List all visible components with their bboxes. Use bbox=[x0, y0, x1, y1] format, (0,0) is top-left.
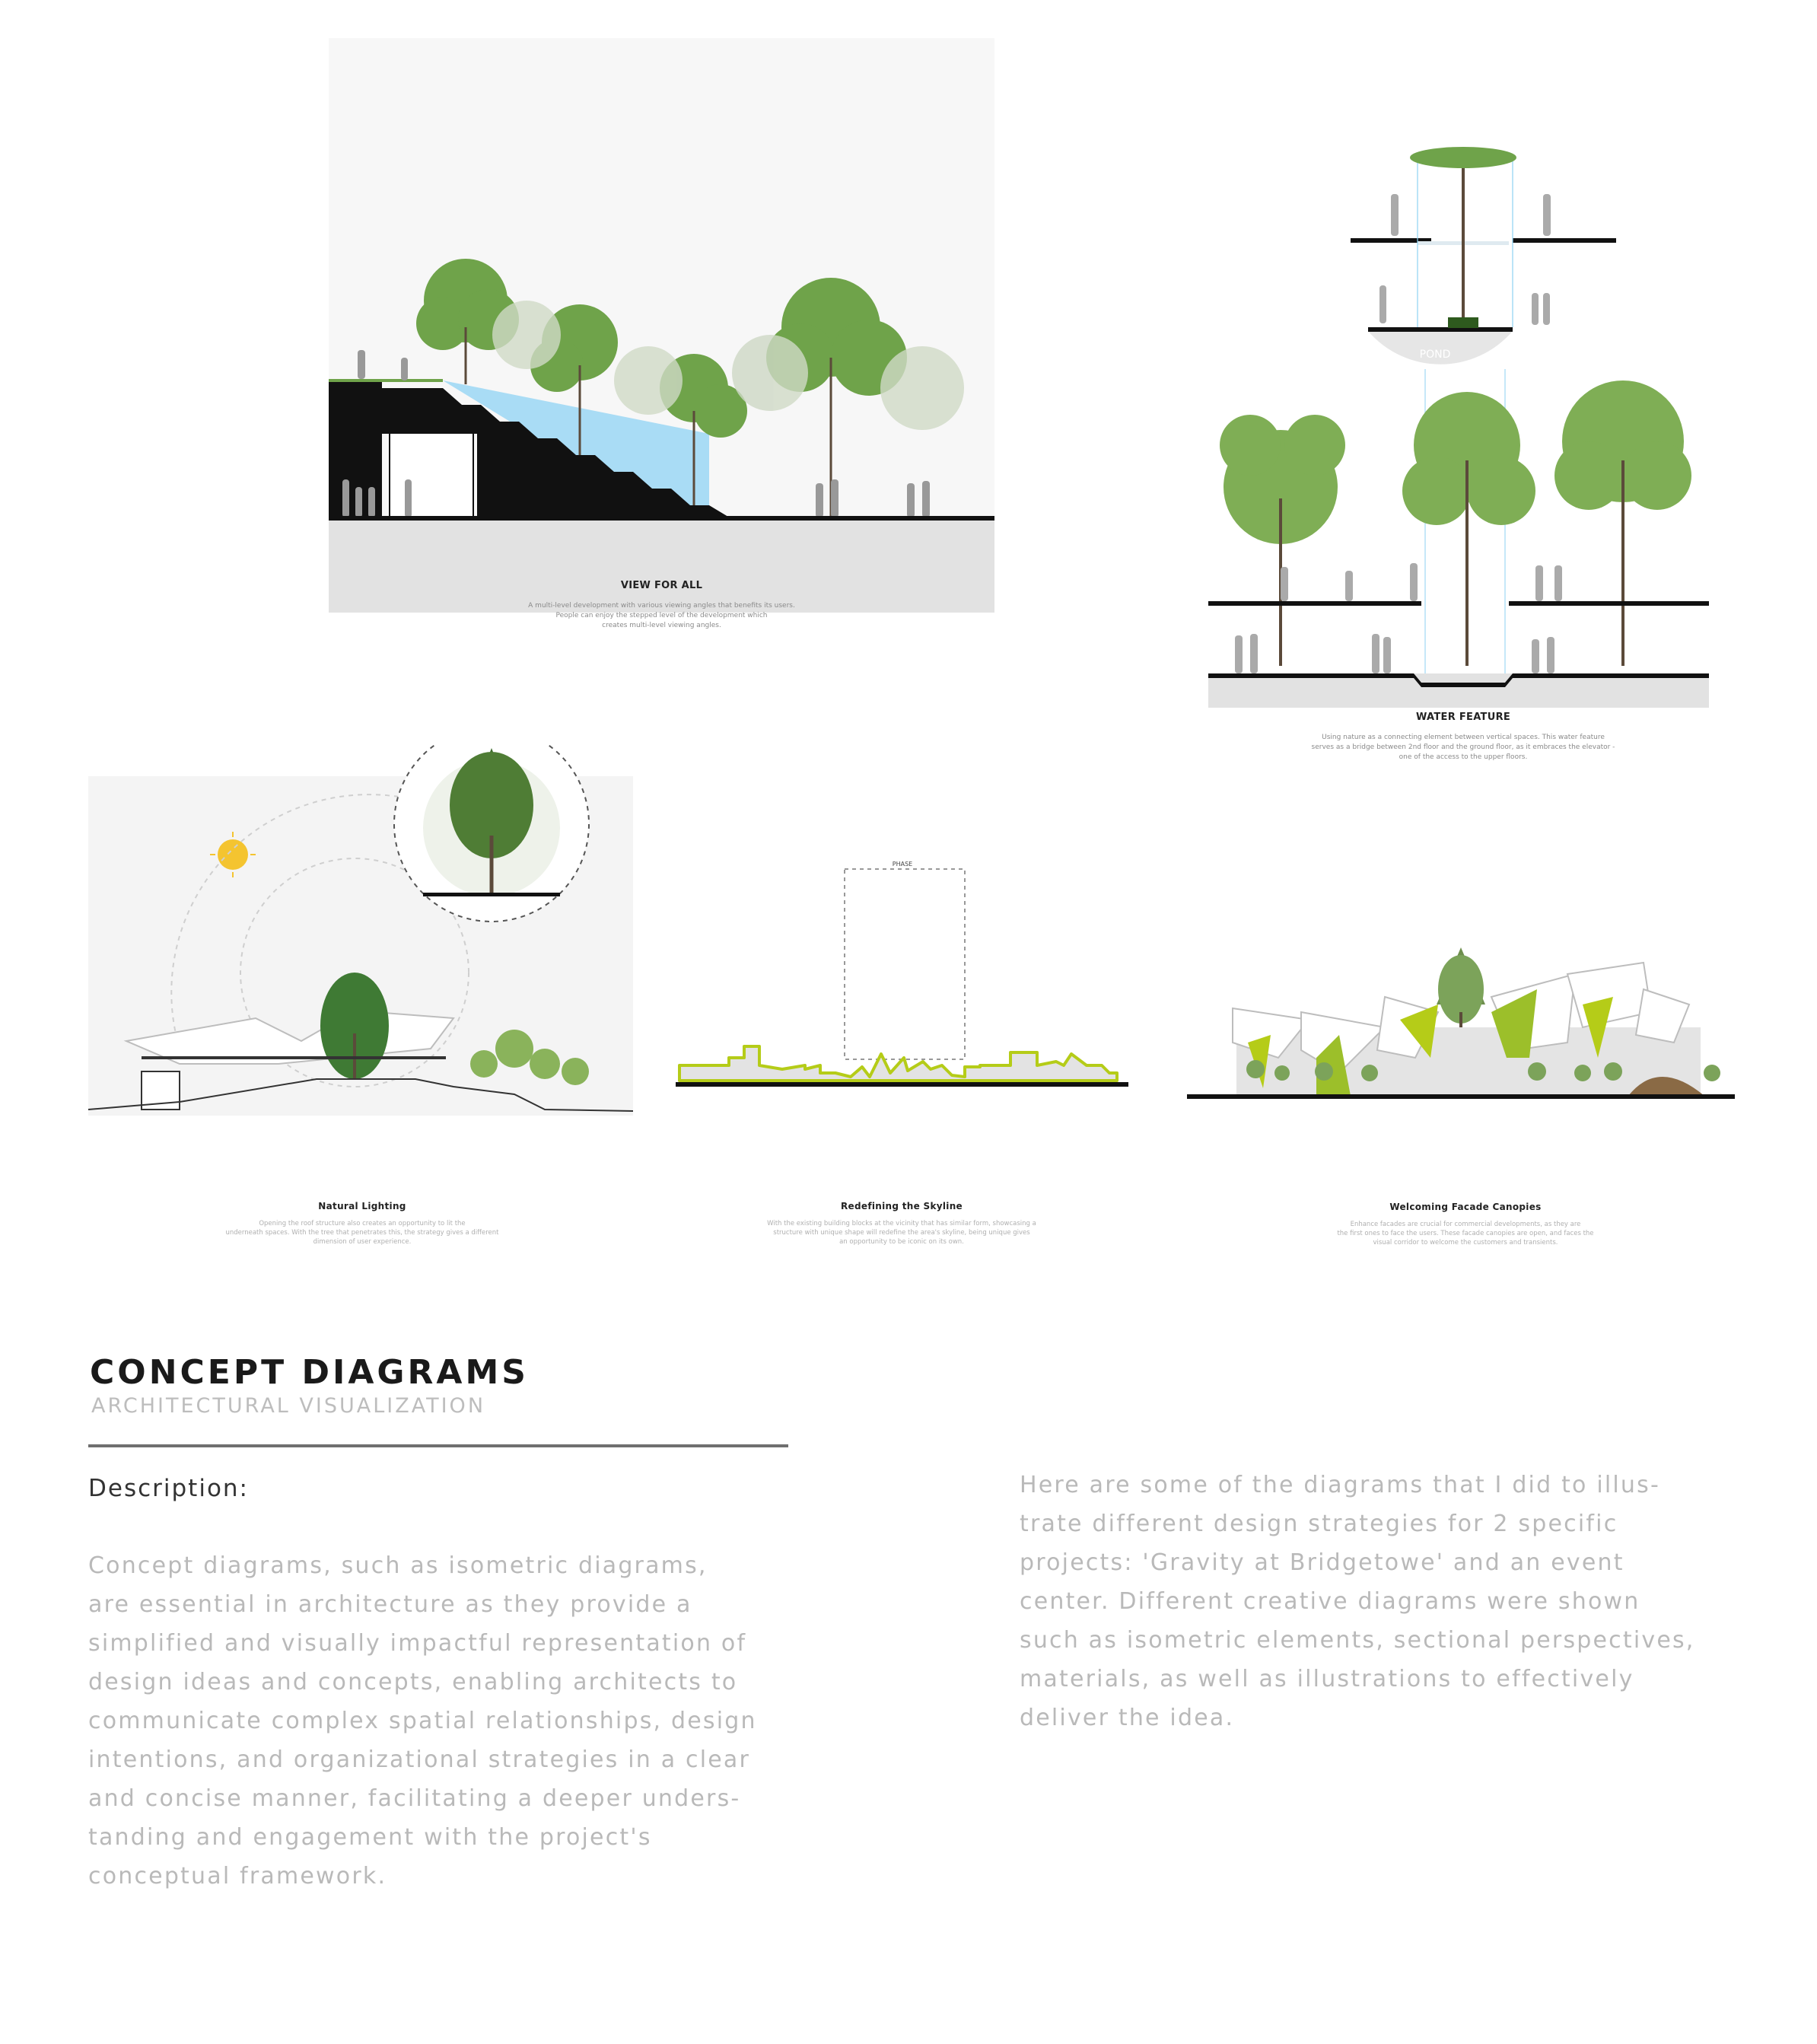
tower-label: PHASE bbox=[892, 861, 913, 868]
facade-canopies-title: Welcoming Facade Canopies bbox=[1389, 1202, 1542, 1212]
view-for-all-diagram bbox=[329, 38, 994, 613]
description-paragraph-left: Concept diagrams, such as isometric diagrams, are essential in architecture as they provide a simplified and visually impactful representation of design ideas and concepts, enabling architects to communicate complex spatial relationships, design intentions, and organizational strategies in a clear and concise manner, facilitating a deeper unders- tanding and engagement with the project's conceptual framework. bbox=[88, 1552, 757, 1890]
water-feature-title: WATER FEATURE bbox=[1415, 712, 1511, 723]
view-for-all-text: A multi-level development with various viewing angles that benefits its users. People can enjoy the stepped level of the development which creates multi-level viewing angles. bbox=[528, 602, 795, 629]
natural-lighting-diagram bbox=[88, 744, 633, 1116]
facade-canopies-diagram bbox=[1187, 944, 1735, 1103]
water-feature-diagram bbox=[1208, 141, 1709, 708]
title-divider bbox=[88, 1444, 788, 1447]
description-paragraph-right: Here are some of the diagrams that I did to illus- trate different design strategies for 2 specific projects: 'Gravity at Bridgetowe' and an event center. Different creative diagrams were shown such as isometric elements, sectional perspectives, materials, as well as illustrations to effectively deliver the idea. bbox=[1020, 1472, 1695, 1731]
page-subtitle: ARCHITECTURAL VISUALIZATION bbox=[91, 1394, 486, 1418]
skyline-title: Redefining the Skyline bbox=[841, 1201, 963, 1211]
skyline-diagram bbox=[676, 860, 1132, 1103]
sun-icon bbox=[218, 839, 248, 870]
natural-lighting-title: Natural Lighting bbox=[318, 1201, 406, 1211]
facade-canopies-text: Enhance facades are crucial for commercial developments, as they are the first ones to face the users. These facade canopies are open, and faces the visual corridor to welcome the customers and transients. bbox=[1337, 1221, 1594, 1246]
natural-lighting-text: Opening the roof structure also creates an opportunity to lit the underneath spaces. With the tree that penetrates this, the strategy gives a different dimension of user experience. bbox=[225, 1220, 499, 1246]
skyline-text: With the existing building blocks at the vicinity that has similar form, showcasing a structure with unique shape will redefine the area's skyline, being unique gives an opportunity to be iconic on its own. bbox=[767, 1220, 1036, 1246]
description-label: Description: bbox=[88, 1475, 249, 1502]
pond-label: POND bbox=[1419, 349, 1451, 361]
view-for-all-title: VIEW FOR ALL bbox=[620, 580, 703, 591]
page-title: CONCEPT DIAGRAMS bbox=[90, 1353, 529, 1392]
water-feature-text: Using nature as a connecting element between vertical spaces. This water feature serves as a bridge between 2nd floor and the ground floor, as it embraces the elevator - one of the access to the upper floors. bbox=[1311, 734, 1615, 761]
